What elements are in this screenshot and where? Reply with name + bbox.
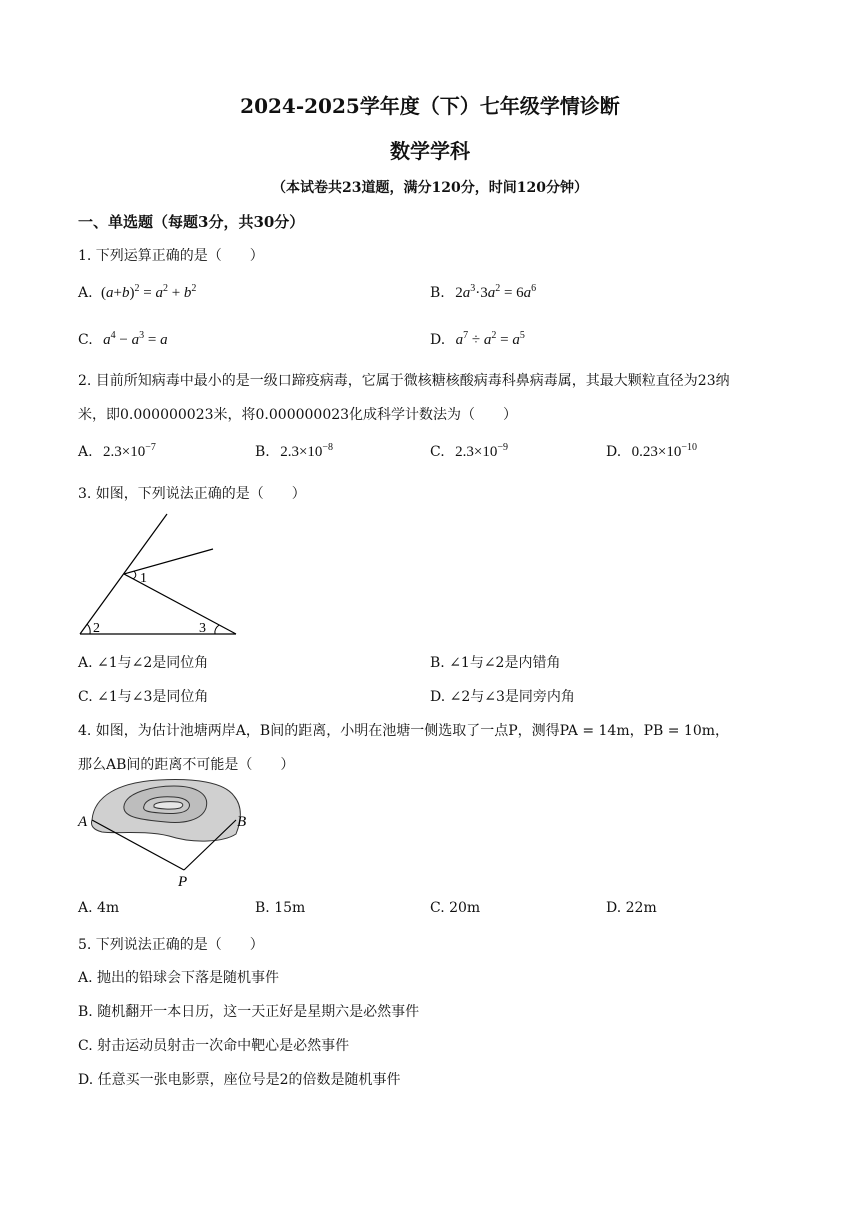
angles-figure bbox=[74, 510, 244, 642]
question-4-line2: 那么AB间的距离不可能是（ ） bbox=[78, 757, 295, 773]
q2-option-d-value: $0.23\times 10^{-10}$ bbox=[631, 442, 697, 460]
q5-option-b: B. 随机翻开一本日历，这一天正好是星期六是必然事件 bbox=[78, 1004, 420, 1020]
q1-option-c-formula: $a^4 - a^3 = a$ bbox=[103, 330, 168, 348]
figure-line-left bbox=[80, 514, 167, 634]
angle-1-label: 1 bbox=[140, 571, 147, 586]
q1-option-b bbox=[430, 285, 536, 302]
q4-option-b: B. 15m bbox=[255, 900, 306, 916]
q2-option-a-label: A. bbox=[78, 444, 93, 460]
q3-option-a: A. ∠1与∠2是同位角 bbox=[78, 655, 209, 671]
q4-option-d: D. 22m bbox=[606, 900, 657, 916]
q1-option-c bbox=[78, 332, 168, 349]
q2-option-a bbox=[78, 444, 156, 461]
question-5-stem: 5. 下列说法正确的是（ ） bbox=[78, 937, 264, 953]
point-a-label: A bbox=[78, 814, 88, 830]
q2-option-b bbox=[255, 444, 333, 461]
q5-option-a: A. 抛出的铅球会下落是随机事件 bbox=[78, 970, 280, 986]
q4-option-c: C. 20m bbox=[430, 900, 481, 916]
q1-option-d bbox=[430, 332, 525, 349]
point-b-label: B bbox=[237, 814, 247, 830]
figure-line-ray bbox=[124, 549, 213, 574]
point-p-label: P bbox=[178, 874, 188, 890]
q1-option-a bbox=[78, 285, 196, 302]
q1-option-a-formula: $(a+b)^2 = a^2 + b^2$ bbox=[101, 283, 197, 301]
q2-option-b-value: $2.3\times 10^{-8}$ bbox=[280, 442, 334, 460]
pond-figure bbox=[74, 776, 264, 890]
q5-option-d: D. 任意买一张电影票，座位号是2的倍数是随机事件 bbox=[78, 1072, 401, 1088]
q3-option-b: B. ∠1与∠2是内错角 bbox=[430, 655, 561, 671]
angle-2-label: 2 bbox=[93, 621, 100, 636]
q1-option-d-label: D. bbox=[430, 332, 446, 348]
q2-option-b-label: B. bbox=[255, 444, 270, 460]
q4-option-a: A. 4m bbox=[78, 900, 120, 916]
q1-option-a-label: A. bbox=[78, 285, 93, 301]
subject-title: 数学学科 bbox=[390, 139, 470, 163]
angle-1-arc bbox=[133, 571, 136, 579]
q2-option-a-value: $2.3\times 10^{-7}$ bbox=[103, 442, 156, 460]
q1-option-c-label: C. bbox=[78, 332, 93, 348]
question-3-stem: 3. 如图，下列说法正确的是（ ） bbox=[78, 486, 306, 502]
angle-2-arc bbox=[87, 624, 90, 634]
angle-3-label: 3 bbox=[199, 621, 206, 636]
question-4-line1: 4. 如图，为估计池塘两岸A，B间的距离，小明在池塘一侧选取了一点P，测得PA = 14m，PB = 10m， bbox=[78, 723, 730, 739]
q2-option-c-value: $2.3\times 10^{-9}$ bbox=[455, 442, 508, 460]
q1-option-b-formula: $2a^3\cdot 3a^2 = 6a^6$ bbox=[455, 283, 537, 301]
q5-option-c: C. 射击运动员射击一次命中靶心是必然事件 bbox=[78, 1038, 350, 1054]
section-heading: 一、单选题（每题3分，共30分） bbox=[78, 213, 305, 231]
exam-info: （本试卷共23道题，满分120分，时间120分钟） bbox=[272, 180, 588, 196]
exam-title: 2024-2025学年度（下）七年级学情诊断 bbox=[240, 94, 620, 118]
q3-option-c: C. ∠1与∠3是同位角 bbox=[78, 689, 209, 705]
question-2-line1: 2. 目前所知病毒中最小的是一级口蹄疫病毒，它属于微核糖核酸病毒科鼻病毒属，其最大颗粒直径为23纳 bbox=[78, 373, 730, 389]
q2-option-d-label: D. bbox=[606, 444, 622, 460]
question-1-stem: 1. 下列运算正确的是（ ） bbox=[78, 248, 264, 264]
pond-center bbox=[154, 802, 183, 809]
q3-option-d: D. ∠2与∠3是同旁内角 bbox=[430, 689, 575, 705]
question-2-line2: 米，即0.000000023米，将0.000000023化成科学计数法为（ ） bbox=[78, 407, 518, 423]
q2-option-c bbox=[430, 444, 508, 461]
angle-3-arc bbox=[215, 625, 219, 634]
q2-option-c-label: C. bbox=[430, 444, 445, 460]
q1-option-d-formula: $a^7 \div a^2 = a^5$ bbox=[455, 330, 525, 348]
q2-option-d bbox=[606, 444, 697, 461]
q1-option-b-label: B. bbox=[430, 285, 445, 301]
